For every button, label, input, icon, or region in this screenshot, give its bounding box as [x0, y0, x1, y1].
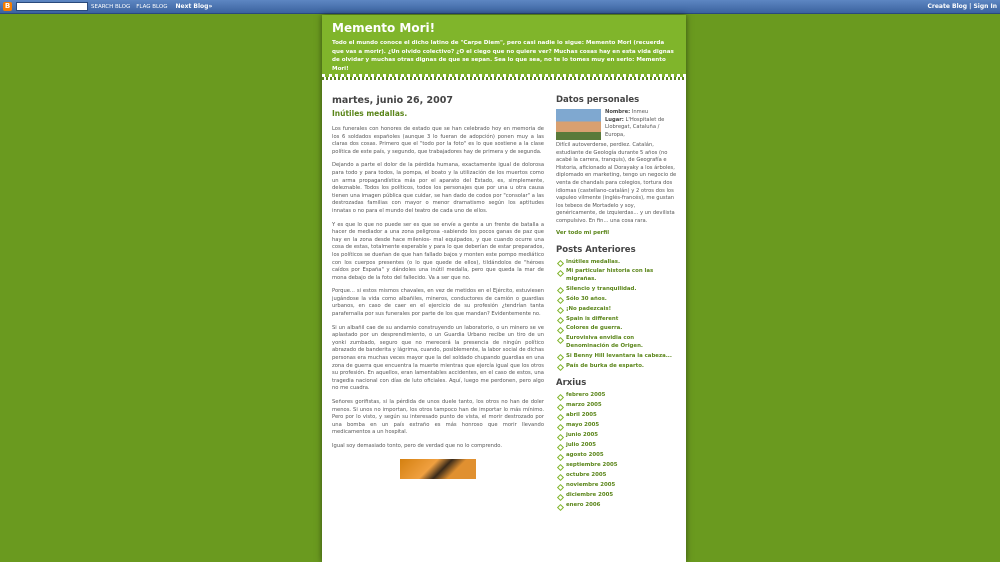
post-image[interactable]: [400, 459, 476, 479]
recent-post-link[interactable]: ¡No padezcais!: [556, 306, 678, 314]
full-profile-link[interactable]: Ver todo mi perfil: [556, 229, 610, 236]
profile-heading: Datos personales: [556, 95, 640, 105]
post-paragraph: Dejando a parte el dolor de la pérdida humana, exactamente igual de dolorosa para todo y para todos, la pompa, el boato y la utilización de los muertos como un arma propagandística más por el aparato del Estado, es, simplemente, deleznable. Todos los políticos, todos los personajes que por una u otra causa tienen una imagen pública que cuidar, se han dado de codos por "consolar" a las destrozadas familias con mayor o menor dramatismo según los aptitudes innatas o no para el mundo del teatro de cada uno de ellos.: [332, 162, 544, 214]
recent-post-link[interactable]: Colores de guerra.: [556, 325, 678, 333]
recent-post-link[interactable]: Si Benny Hill levantara la cabeza...: [556, 353, 678, 361]
post-paragraph: Los funerales con honores de estado que se han celebrado hoy en memoria de los 6 soldados españoles (aunque 3 lo fueran de adopción) ponen muy a las claras dos cosas. Primero que el "todo por la foto" es lo que sostiene a la clase política de este país, y segundo, que trabajadores hay de primera y de segunda.: [332, 126, 544, 155]
recent-post-link[interactable]: Eurovisiva envidia con Denominación de Origen.: [556, 335, 678, 350]
search-blog-button[interactable]: SEARCH BLOG: [91, 3, 131, 10]
archive-link[interactable]: octubre 2005: [556, 472, 678, 480]
recent-post-link[interactable]: Spain is different: [556, 316, 678, 324]
post-paragraph: Si un albañil cae de su andamio construyendo un laboratorio, o un minero se ve aplastado por un desprendimiento, o un Guardia Urbano recibe un tiro de un yonki zumbado, seguro que no merecerá la presencia de ningún político abrazado de banderita y lágrima, cuando, posiblemente, la labor social de dichas personas era muchas veces mayor que la del soldado chupando guardias en una zona de guerra que encuentra la muerte mientras que ejercía igual que los otros su profesión. En aquellos, eran lamentables accidentes, en el caso de estos, una tragedia nacional con días de luto oficiales. Aquí, luego me perdonen, pero algo no me cuadra.: [332, 324, 544, 392]
profile-box: [556, 109, 678, 140]
profile-place-label: Lugar:: [605, 116, 624, 123]
post-paragraph: Señores gorifistas, si la pérdida de unos duele tanto, los otros no han de doler menos. Si unos no importan, los otros tampoco han de importar lo más mínimo. Pero por lo visto, y según su interesado punto de vista, el morir destrozado por una bomba en un país extraño es más honroso que morir llevando medicamentos a un hospital.: [332, 399, 544, 436]
archive-link[interactable]: agosto 2005: [556, 452, 678, 460]
recent-posts-heading: Posts Anteriores: [556, 244, 636, 255]
sign-in-link[interactable]: Sign In: [973, 3, 997, 10]
recent-post-link[interactable]: País de burka de esparto.: [556, 363, 678, 371]
archive-link[interactable]: febrero 2005: [556, 392, 678, 400]
flag-blog-button[interactable]: FLAG BLOG: [136, 3, 168, 10]
blogger-navbar: [0, 0, 1000, 14]
navbar-separator: |: [969, 3, 972, 10]
post-date: martes, junio 26, 2007: [332, 95, 453, 106]
archive-list: [556, 392, 678, 509]
profile-name-label: Nombre:: [605, 109, 631, 115]
navbar-account-links: [928, 0, 998, 13]
recent-post-link[interactable]: Sólo 30 años.: [556, 296, 678, 304]
archive-link[interactable]: junio 2005: [556, 432, 678, 440]
blog-title[interactable]: Memento Mori!: [332, 21, 436, 35]
recent-posts-list: [556, 259, 678, 371]
post-body: [332, 126, 544, 479]
profile-name: Inmeu: [631, 109, 649, 115]
profile-place: L'Hospitalet de Llobregat, Cataluña / Europa,: [605, 116, 665, 138]
archive-link[interactable]: diciembre 2005: [556, 492, 678, 500]
blog-description: Todo el mundo conoce el dicho latino de "Carpe Diem", pero casi nadie lo sigue: Memento Mori (recuerda que vas a morir). ¿Un olvido colectivo? ¿O el ciego que no quiere ver? Muchas cosas hay en esta vida dignas de olvidar y muchas otras dignas de que se sepan. Sea lo que sea, no te lo tomes muy en serio: Memento Mori!: [332, 40, 674, 72]
archive-link[interactable]: noviembre 2005: [556, 482, 678, 490]
archive-link[interactable]: mayo 2005: [556, 422, 678, 430]
archive-heading: Arxius: [556, 378, 587, 389]
post-paragraph: Porque... si estos mismos chavales, en vez de metidos en el Ejército, estuviesen jugándose la vida como albañiles, mineros, conductores de camión o guardias urbanos, en caso de caer en el ejercicio de su profesión ¿tendrían tanta parafernalia por sus funerales por parte de los que mandan? Evidentemente no.: [332, 288, 544, 318]
post-title[interactable]: Inútiles medallas.: [332, 109, 408, 118]
archive-link[interactable]: abril 2005: [556, 412, 678, 420]
blog-container: [322, 15, 686, 562]
search-input[interactable]: [16, 2, 88, 11]
profile-about: Difícil autoverderse, perdiez. Catalán, estudiante de Geología durante 5 años (no acabé la carrera, tranquis), de Geografía e Historia, aficionado al Dorayaky a los árboles, diplomado en marketing, tengo un negocio de venta de chandals para colegios, tortura dos idiomas (castellano-catalán) y 2 otros dos los vapuleo vilmente (inglés-francés), me gustan los tebeos de Mortadelo y soy, genéricamente, de izquierdas... y un devilista compulsivo. En fin... una cosa rara.: [556, 142, 677, 224]
main-column: [332, 95, 544, 479]
profile-info: [605, 109, 678, 140]
archive-link[interactable]: enero 2006: [556, 502, 678, 510]
recent-post-link[interactable]: Silencio y tranquilidad.: [556, 286, 678, 294]
recent-post-link[interactable]: Inútiles medallas.: [556, 259, 678, 267]
blog-header: [322, 15, 686, 77]
archive-link[interactable]: septiembre 2005: [556, 462, 678, 470]
post-paragraph: Y es que lo que no puede ser es que se envíe a gente a un frente de batalla a hacer de mediador a una zona peligrosa -sabiendo los pocos ganas de paz que hay en la zona desde hace milenios- mal equipados, y que cuando ocurre una cosa de estas, totalmente esperable y para lo que deberían de estar preparados, los políticos se dueñan de que han fallado bajos y monten este pompo mediático con los cuerpos presentes (o lo que quede de ellos), tildándolos de "héroes caídos por España" y dándoles una inútil medalla, pero que queda la mar de mona debajo de la foto del fallecido. Va a ser que no.: [332, 221, 544, 281]
archive-link[interactable]: marzo 2005: [556, 402, 678, 410]
sidebar: [556, 95, 678, 518]
blogger-logo-icon[interactable]: B: [4, 2, 11, 10]
recent-post-link[interactable]: Mi particular historia con las migrañas.: [556, 268, 678, 283]
create-blog-link[interactable]: Create Blog: [927, 3, 968, 10]
profile-photo[interactable]: [556, 109, 601, 140]
archive-link[interactable]: julio 2005: [556, 442, 678, 450]
next-blog-link[interactable]: Next Blog»: [175, 3, 213, 10]
post-paragraph: Igual soy demasiado tonto, pero de verdad que no lo comprendo.: [332, 442, 502, 449]
